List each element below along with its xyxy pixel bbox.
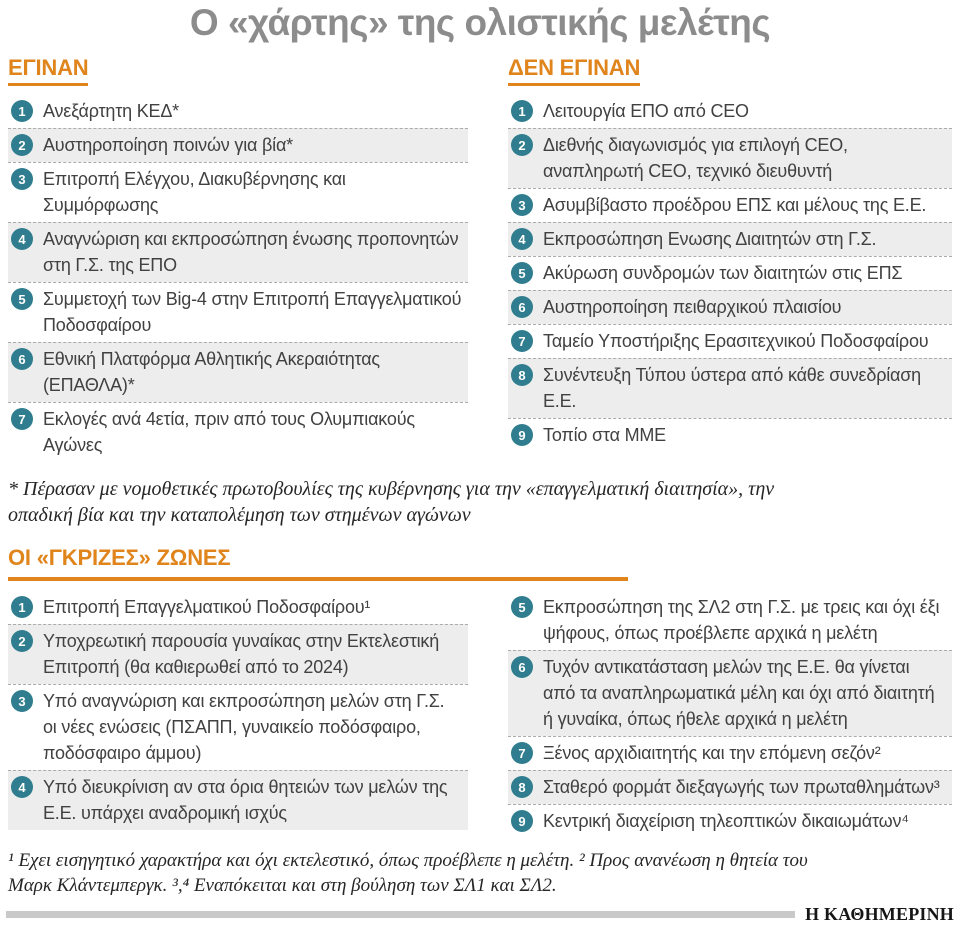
list-item	[8, 128, 468, 162]
item-number-badge: 5	[11, 288, 33, 310]
item-number-badge: 1	[511, 100, 533, 122]
item-text: Σταθερό φορμάτ διεξαγωγής των πρωταθλημάτων³	[543, 777, 940, 797]
grey-zones-right-list	[508, 591, 952, 838]
list-item	[8, 222, 468, 282]
item-text: Υπό διευκρίνιση αν στα όρια θητειών των μελών της Ε.Ε. υπάρχει αναδρομική ισχύς	[43, 777, 448, 823]
list-item	[508, 128, 952, 188]
list-item	[8, 95, 468, 128]
list-item	[508, 650, 952, 736]
list-item	[508, 188, 952, 222]
item-text: Αναγνώριση και εκπροσώπηση ένωσης προπονητών στη Γ.Σ. της ΕΠΟ	[43, 229, 459, 275]
list-item	[508, 418, 952, 452]
item-number-badge: 4	[511, 228, 533, 250]
item-text: Αυστηροποίηση πειθαρχικού πλαισίου	[543, 297, 842, 317]
grey-zones-left-list	[8, 591, 468, 830]
list-item	[508, 358, 952, 418]
item-number-badge: 9	[511, 424, 533, 446]
list-item	[508, 591, 952, 650]
item-number-badge: 8	[511, 364, 533, 386]
item-number-badge: 6	[511, 296, 533, 318]
item-number-badge: 7	[11, 408, 33, 430]
item-number-badge: 1	[11, 100, 33, 122]
numbered-footnote: ¹ Εχει εισηγητικό χαρακτήρα και όχι εκτελεστικό, όπως προέβλεπε η μελέτη. ² Προς ανανέωση η θητεία του Μαρκ Κλάντεμπεργκ. ³,⁴ Εναπόκειται και στη βούληση των ΣΛ1 και ΣΛ2.	[8, 850, 808, 896]
grey-zones-right-column	[508, 591, 952, 838]
list-item	[508, 736, 952, 770]
item-text: Εκπροσώπηση της ΣΛ2 στη Γ.Σ. με τρεις και όχι έξι ψήφους, όπως προέβλεπε αρχικά η μελέτη	[543, 597, 940, 643]
item-number-badge: 5	[511, 262, 533, 284]
list-item	[8, 770, 468, 830]
list-item	[8, 162, 468, 222]
item-number-badge: 7	[511, 330, 533, 352]
list-item	[8, 342, 468, 402]
list-item	[508, 324, 952, 358]
item-text: Ξένος αρχιδιαιτητής και την επόμενη σεζόν²	[543, 743, 881, 763]
item-text: Αυστηροποίηση ποινών για βία*	[43, 135, 293, 155]
brand-logo: Η ΚΑΘΗΜΕΡΙΝΗ	[805, 904, 954, 924]
item-text: Κεντρική διαχείριση τηλεοπτικών δικαιωμάτων⁴	[543, 811, 909, 831]
item-number-badge: 6	[11, 348, 33, 370]
item-number-badge: 7	[511, 742, 533, 764]
item-number-badge: 9	[511, 810, 533, 832]
list-item	[508, 770, 952, 804]
top-section	[4, 56, 956, 462]
item-number-badge: 8	[511, 776, 533, 798]
page-title: Ο «χάρτης» της ολιστικής μελέτης	[189, 2, 771, 43]
bottom-brand-row	[4, 904, 956, 925]
item-text: Τυχόν αντικατάσταση μελών της Ε.Ε. θα γίνεται από τα αναπληρωματικά μέλη και όχι από διαιτητή ή γυναίκα, όπως ήθελε αρχικά η μελέτη	[543, 657, 935, 729]
grey-zones-left-column	[8, 591, 468, 838]
list-item	[508, 290, 952, 324]
list-item	[508, 804, 952, 838]
item-number-badge: 2	[11, 134, 33, 156]
item-text: Εθνική Πλατφόρμα Αθλητικής Ακεραιότητας (ΕΠΑΘΛΑ)*	[43, 349, 380, 395]
list-item	[508, 256, 952, 290]
grey-zones-columns	[4, 591, 956, 838]
item-number-badge: 4	[11, 776, 33, 798]
list-item	[8, 282, 468, 342]
item-number-badge: 3	[511, 194, 533, 216]
item-text: Επιτροπή Ελέγχου, Διακυβέρνησης και Συμμόρφωσης	[43, 169, 346, 215]
item-text: Εκπροσώπηση Ενωσης Διαιτητών στη Γ.Σ.	[543, 229, 877, 249]
done-section-header: ΕΓΙΝΑΝ	[8, 56, 88, 86]
grey-zones-section	[4, 546, 956, 838]
item-number-badge: 3	[11, 690, 33, 712]
item-text: Επιτροπή Επαγγελματικού Ποδοσφαίρου¹	[43, 597, 371, 617]
item-text: Συμμετοχή των Big-4 στην Επιτροπή Επαγγελματικού Ποδοσφαίρου	[43, 289, 462, 335]
done-list	[8, 95, 468, 462]
list-item	[8, 684, 468, 770]
list-item	[508, 95, 952, 128]
item-number-badge: 6	[511, 656, 533, 678]
item-number-badge: 3	[11, 168, 33, 190]
done-column	[8, 56, 468, 462]
item-text: Λειτουργία ΕΠΟ από CEO	[543, 101, 749, 121]
item-text: Υποχρεωτική παρουσία γυναίκας στην Εκτελεστική Επιτροπή (θα καθιερωθεί από το 2024)	[43, 631, 440, 677]
item-text: Εκλογές ανά 4ετία, πριν από τους Ολυμπιακούς Αγώνες	[43, 409, 415, 455]
grey-zones-underline	[8, 577, 628, 581]
grey-zones-header: ΟΙ «ΓΚΡΙΖΕΣ» ΖΩΝΕΣ	[8, 545, 231, 570]
item-text: Ταμείο Υποστήριξης Ερασιτεχνικού Ποδοσφαίρου	[543, 331, 929, 351]
not-done-list	[508, 95, 952, 452]
not-done-section-header: ΔΕΝ ΕΓΙΝΑΝ	[508, 56, 640, 86]
item-number-badge: 1	[11, 596, 33, 618]
list-item	[8, 591, 468, 624]
item-text: Συνέντευξη Τύπου ύστερα από κάθε συνεδρίαση Ε.Ε.	[543, 365, 921, 411]
list-item	[508, 222, 952, 256]
list-item	[8, 624, 468, 684]
item-number-badge: 2	[11, 630, 33, 652]
brand-divider-bar	[6, 911, 795, 918]
item-text: Υπό αναγνώριση και εκπροσώπηση μελών στη Γ.Σ. οι νέες ενώσεις (ΠΣΑΠΠ, γυναικείο ποδόσφαιρο, ποδόσφαιρο άμμου)	[43, 691, 445, 763]
item-number-badge: 2	[511, 134, 533, 156]
item-text: Διεθνής διαγωνισμός για επιλογή CEO, αναπληρωτή CEO, τεχνικό διευθυντή	[543, 135, 848, 181]
item-number-badge: 4	[11, 228, 33, 250]
item-text: Ασυμβίβαστο προέδρου ΕΠΣ και μέλους της Ε.Ε.	[543, 195, 927, 215]
item-text: Ανεξάρτητη ΚΕΔ*	[43, 101, 179, 121]
item-text: Τοπίο στα ΜΜΕ	[543, 425, 666, 445]
item-text: Ακύρωση συνδρομών των διαιτητών στις ΕΠΣ	[543, 263, 903, 283]
asterisk-footnote: * Πέρασαν με νομοθετικές πρωτοβουλίες της κυβέρνησης για την «επαγγελματική διαιτησία», την οπαδική βία και την καταπολέμηση των στημένων αγώνων	[8, 478, 775, 526]
not-done-column	[508, 56, 952, 462]
list-item	[8, 402, 468, 462]
item-number-badge: 5	[511, 596, 533, 618]
